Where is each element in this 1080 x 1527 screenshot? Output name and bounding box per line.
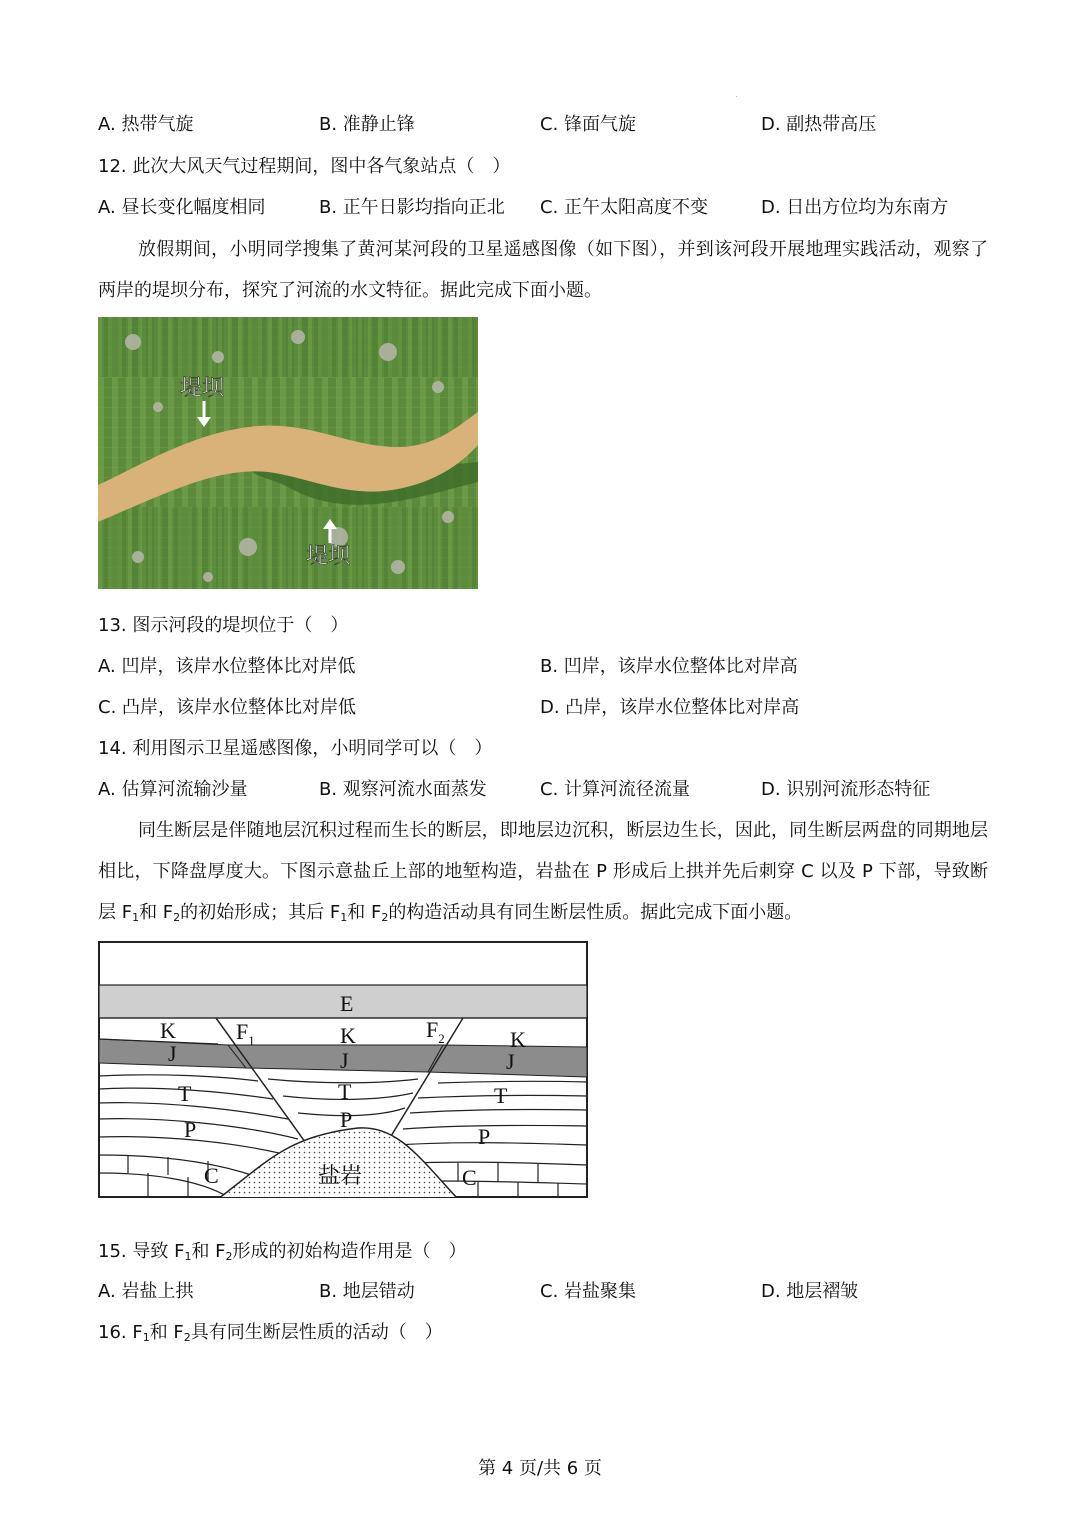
intro2-text-1: 同生断层是伴随地层沉积过程而生长的断层，即地层边沉积，断层边生长，因此，同生断层两盘的同期地层相比，下降盘厚度大。下图示意盐丘上部的地堑构造，岩盐在 P 形成后上拱并先后刺穿 C 以及 P 下部，导致断层 F (98, 820, 988, 923)
intro2-text-3: 的初始形成；其后 F (180, 902, 341, 923)
q12-option-d[interactable]: D. 日出方位均为东南方 (761, 197, 949, 218)
q14-stem: 14. 利用图示卫星遥感图像，小明同学可以（ ） (98, 738, 493, 759)
layer-label-k-right: K (510, 1027, 526, 1052)
layer-label-c-right: C (462, 1165, 477, 1190)
q15-stem-mid: 和 F (191, 1241, 226, 1262)
q11-option-b[interactable]: B. 准静止锋 (319, 114, 415, 135)
dam-label-bottom: 堤坝 (306, 544, 351, 569)
page-number: 第 4 页/共 6 页 (478, 1458, 602, 1479)
q16-stem-sub-1: 1 (142, 1331, 150, 1344)
q16-stem (98, 1321, 443, 1350)
layer-label-c-left: C (204, 1163, 219, 1188)
q16-stem-mid: 和 F (149, 1322, 184, 1343)
layer-label-p-right: P (478, 1124, 491, 1149)
q15-option-d[interactable]: D. 地层褶皱 (761, 1281, 859, 1302)
intro2-sub-2: 2 (173, 911, 181, 924)
q14-option-b[interactable]: B. 观察河流水面蒸发 (319, 779, 487, 800)
q16-stem-post: 具有同生断层性质的活动（ ） (190, 1322, 443, 1343)
graben-diagram (98, 941, 590, 1199)
q13-option-b[interactable]: B. 凹岸，该岸水位整体比对岸高 (540, 656, 798, 677)
q16-stem-sub-2: 2 (183, 1331, 191, 1344)
q15-stem-post: 形成的初始构造作用是（ ） (232, 1241, 467, 1262)
q14-option-d[interactable]: D. 识别河流形态特征 (761, 779, 931, 800)
q16-stem-pre: 16. F (98, 1322, 143, 1343)
intro2-sub-1: 1 (132, 911, 140, 924)
dam-label-top: 堤坝 (180, 376, 225, 401)
q15-stem-pre: 15. 导致 F (98, 1241, 185, 1262)
layer-label-t-right: T (494, 1083, 508, 1108)
q12-option-c[interactable]: C. 正午太阳高度不变 (540, 197, 709, 218)
intro2-text-4: 和 F (347, 902, 382, 923)
intro2-text-5: 的构造活动具有同生断层性质。据此完成下面小题。 (388, 902, 803, 923)
layer-label-t-mid: T (338, 1079, 352, 1104)
layer-label-t-left: T (178, 1081, 192, 1106)
q13-option-d[interactable]: D. 凸岸，该岸水位整体比对岸高 (540, 697, 800, 718)
fault-f1-letter: F (236, 1019, 249, 1044)
q15-option-c[interactable]: C. 岩盐聚集 (540, 1281, 637, 1302)
q12-option-a[interactable]: A. 昼长变化幅度相同 (98, 197, 266, 218)
q11-option-c[interactable]: C. 锋面气旋 (540, 114, 637, 135)
layer-label-j-right: J (506, 1049, 515, 1074)
q15-stem-sub-2: 2 (225, 1250, 233, 1263)
fault-f2-letter: F (426, 1017, 439, 1042)
stray-mark: . (735, 90, 738, 99)
layer-label-p-mid: P (340, 1107, 353, 1132)
q14-option-a[interactable]: A. 估算河流输沙量 (98, 779, 248, 800)
intro-paragraph-river: 放假期间，小明同学搜集了黄河某河段的卫星遥感图像（如下图），并到该河段开展地理实践活动，观察了两岸的堤坝分布，探究了河流的水文特征。据此完成下面小题。 (98, 239, 988, 301)
q13-option-c[interactable]: C. 凸岸，该岸水位整体比对岸低 (98, 697, 357, 718)
layer-label-j-left: J (168, 1041, 177, 1066)
q11-option-d[interactable]: D. 副热带高压 (761, 114, 877, 135)
fault-f1-subscript: 1 (248, 1033, 255, 1048)
q14-option-c[interactable]: C. 计算河流径流量 (540, 779, 691, 800)
salt-rock-label: 盐岩 (318, 1164, 363, 1189)
layer-label-j-mid: J (340, 1048, 349, 1073)
q12-stem: 12. 此次大风天气过程期间，图中各气象站点（ ） (98, 156, 511, 177)
q11-option-a[interactable]: A. 热带气旋 (98, 114, 194, 135)
q13-option-a[interactable]: A. 凹岸，该岸水位整体比对岸低 (98, 656, 356, 677)
intro2-text-2: 和 F (139, 902, 174, 923)
layer-label-k-mid: K (340, 1023, 356, 1048)
q15-option-b[interactable]: B. 地层错动 (319, 1281, 415, 1302)
q15-option-a[interactable]: A. 岩盐上拱 (98, 1281, 194, 1302)
layer-label-e: E (340, 991, 354, 1016)
intro2-sub-3: 1 (340, 911, 348, 924)
fault-f2-subscript: 2 (438, 1031, 445, 1046)
q15-stem (98, 1240, 467, 1269)
satellite-image (98, 317, 478, 589)
q15-stem-sub-1: 1 (184, 1250, 192, 1263)
q12-option-b[interactable]: B. 正午日影均指向正北 (319, 197, 505, 218)
layer-label-p-left: P (184, 1117, 197, 1142)
q13-stem: 13. 图示河段的堤坝位于（ ） (98, 615, 349, 636)
intro-paragraph-fault (98, 810, 988, 938)
layer-label-k-left: K (160, 1018, 176, 1043)
intro2-sub-4: 2 (381, 911, 389, 924)
